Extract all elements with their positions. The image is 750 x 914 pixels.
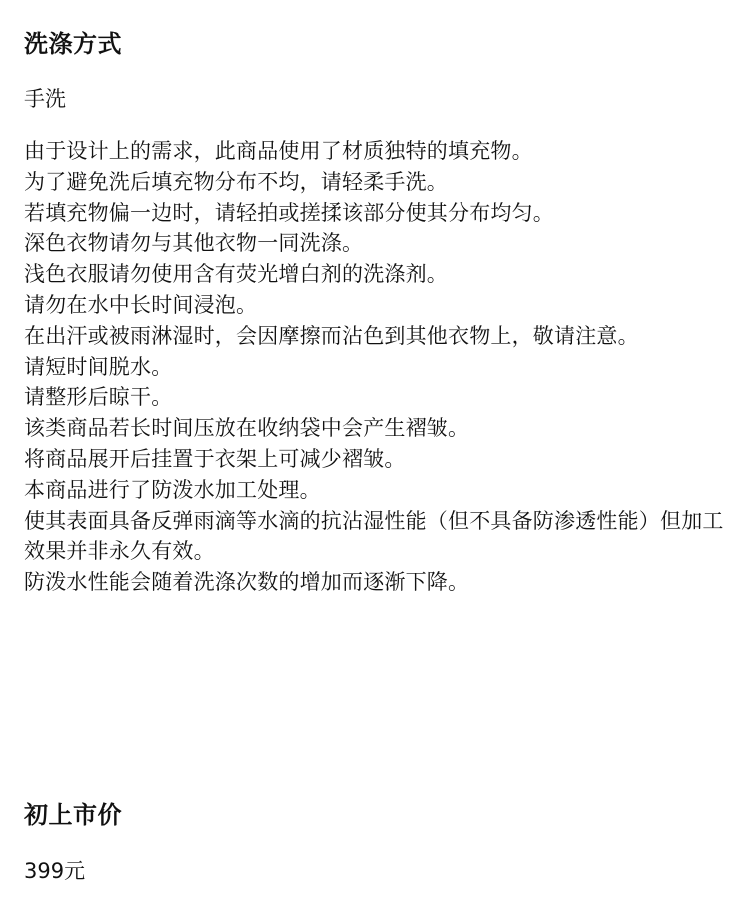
care-instructions (24, 136, 728, 598)
initial-price-title: 初上市价 (24, 801, 122, 829)
care-note: 在出汗或被雨淋湿时，会因摩擦而沾色到其他衣物上，敬请注意。 (24, 323, 639, 348)
care-note: 由于设计上的需求，此商品使用了材质独特的填充物。 (24, 139, 533, 163)
care-note: 浅色衣服请勿使用含有荧光增白剂的洗涤剂。 (24, 262, 448, 287)
care-note: 请勿在水中长时间浸泡。 (24, 292, 258, 317)
care-note: 防泼水性能会随着洗涤次数的增加而逐渐下降。 (24, 570, 470, 595)
care-note: 若填充物偏一边时，请轻拍或搓揉该部分使其分布均匀。 (24, 200, 554, 225)
care-note: 该类商品若长时间压放在收纳袋中会产生褶皱。 (24, 416, 470, 441)
care-note: 深色衣物请勿与其他衣物一同洗涤。 (24, 231, 364, 256)
washing-method-title: 洗涤方式 (24, 30, 122, 58)
care-note: 本商品进行了防泼水加工处理。 (24, 477, 321, 502)
care-note: 请短时间脱水。 (24, 354, 173, 379)
care-note: 使其表面具备反弹雨滴等水滴的抗沾湿性能（但不具备防渗透性能）但加工效果并非永久有效。 (24, 508, 724, 564)
care-note: 请整形后晾干。 (24, 385, 173, 410)
washing-method-value: 手洗 (24, 87, 66, 111)
initial-price-value: 399元 (24, 859, 86, 883)
care-note: 为了避免洗后填充物分布不均，请轻柔手洗。 (24, 169, 448, 194)
care-note: 将商品展开后挂置于衣架上可减少褶皱。 (24, 446, 406, 471)
